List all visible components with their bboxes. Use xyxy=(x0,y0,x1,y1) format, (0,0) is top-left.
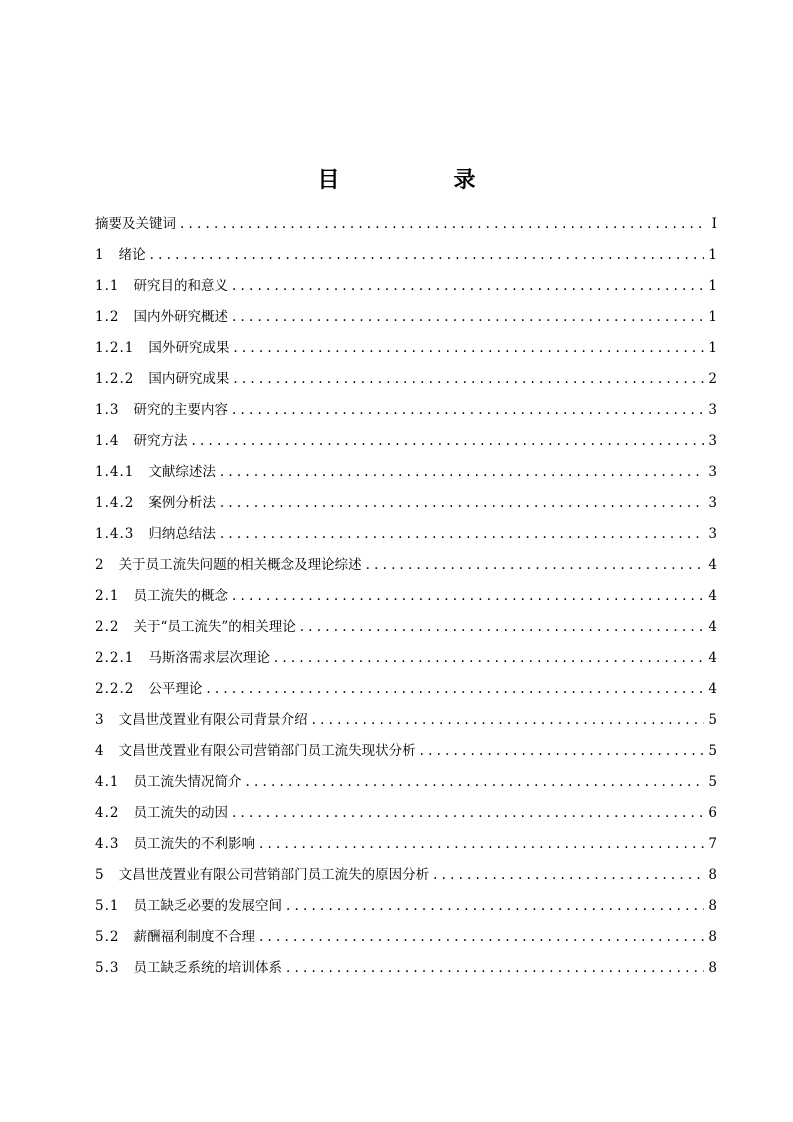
toc-section-number: 1.2 xyxy=(95,309,120,325)
toc-section-title: 员工流失情况简介 xyxy=(133,774,242,790)
toc-section-number: 1.3 xyxy=(95,402,120,418)
toc-entry[interactable] xyxy=(95,643,717,674)
toc-entry[interactable] xyxy=(95,550,717,581)
toc-entry[interactable] xyxy=(95,767,717,798)
toc-section-title: 国内研究成果 xyxy=(148,371,230,387)
toc-entry[interactable] xyxy=(95,426,717,457)
toc-section-title: 摘要及关键词 xyxy=(95,216,176,232)
toc-entry[interactable] xyxy=(95,674,717,705)
toc-section-title: 员工流失的动因 xyxy=(133,805,228,821)
toc-dot-leader xyxy=(233,364,704,395)
toc-page-number: 1 xyxy=(708,278,717,294)
toc-page-number: 8 xyxy=(708,960,717,976)
toc-section-title: 关于“员工流失”的相关理论 xyxy=(133,619,296,635)
toc-page-number: 4 xyxy=(708,619,717,635)
toc-section-title: 案例分析法 xyxy=(148,495,216,511)
toc-entry[interactable] xyxy=(95,798,717,829)
toc-section-number: 5.2 xyxy=(95,929,120,945)
toc-page-number: 3 xyxy=(708,495,717,511)
toc-entry[interactable] xyxy=(95,271,717,302)
toc-section-title: 员工流失的概念 xyxy=(133,588,228,604)
toc-entry[interactable] xyxy=(95,829,717,860)
toc-page-number: 3 xyxy=(708,464,717,480)
toc-page-number: 3 xyxy=(708,402,717,418)
toc-entry[interactable] xyxy=(95,364,717,395)
toc-section-title: 研究的主要内容 xyxy=(133,402,228,418)
toc-dot-leader xyxy=(286,891,704,922)
toc-page-number: 5 xyxy=(708,774,717,790)
toc-section-title: 国内外研究概述 xyxy=(133,309,228,325)
toc-section-title: 马斯洛需求层次理论 xyxy=(148,650,270,666)
toc-section-title: 绪论 xyxy=(118,247,146,263)
toc-dot-leader xyxy=(191,426,704,457)
toc-page-number: 5 xyxy=(708,712,717,728)
toc-dot-leader xyxy=(150,240,705,271)
toc-entry[interactable] xyxy=(95,705,717,736)
toc-dot-leader xyxy=(245,767,704,798)
toc-dot-leader xyxy=(206,674,704,705)
toc-page-number: 4 xyxy=(708,557,717,573)
toc-page-number: 1 xyxy=(708,247,717,263)
toc-dot-leader xyxy=(232,271,704,302)
toc-dot-leader xyxy=(232,395,704,426)
toc-section-title: 国外研究成果 xyxy=(148,340,230,356)
toc-dot-leader xyxy=(220,488,705,519)
table-of-contents xyxy=(95,209,717,984)
toc-dot-leader xyxy=(312,705,705,736)
toc-entry[interactable] xyxy=(95,581,717,612)
toc-dot-leader xyxy=(420,736,705,767)
toc-section-number: 1.2.2 xyxy=(95,371,135,387)
toc-dot-leader xyxy=(274,643,705,674)
toc-page-number: 8 xyxy=(708,898,717,914)
toc-page-number: 7 xyxy=(708,836,717,852)
toc-page-number: 1 xyxy=(708,309,717,325)
toc-section-number: 4 xyxy=(95,743,105,759)
toc-section-number: 2.2 xyxy=(95,619,120,635)
toc-section-title: 研究目的和意义 xyxy=(133,278,228,294)
toc-section-title: 员工缺乏系统的培训体系 xyxy=(133,960,282,976)
toc-dot-leader xyxy=(366,550,705,581)
toc-section-number: 1.4 xyxy=(95,433,120,449)
toc-dot-leader xyxy=(259,922,704,953)
toc-dot-leader xyxy=(232,581,704,612)
page-title: 目 录 xyxy=(317,167,522,193)
toc-entry[interactable] xyxy=(95,891,717,922)
toc-page-number: 6 xyxy=(708,805,717,821)
toc-page-number: 4 xyxy=(708,650,717,666)
toc-entry[interactable] xyxy=(95,302,717,333)
toc-section-number: 1 xyxy=(95,247,105,263)
toc-page-number: I xyxy=(711,216,717,232)
toc-section-title: 公平理论 xyxy=(148,681,203,697)
toc-dot-leader xyxy=(259,829,704,860)
toc-section-number: 1.4.1 xyxy=(95,464,135,480)
toc-entry[interactable] xyxy=(95,488,717,519)
toc-section-number: 5 xyxy=(95,867,105,883)
toc-dot-leader xyxy=(232,302,704,333)
toc-page-number: 4 xyxy=(708,681,717,697)
toc-dot-leader xyxy=(233,333,704,364)
toc-section-title: 关于员工流失问题的相关概念及理论综述 xyxy=(118,557,362,573)
toc-entry[interactable] xyxy=(95,457,717,488)
toc-section-number: 5.3 xyxy=(95,960,120,976)
toc-page-number: 8 xyxy=(708,929,717,945)
toc-page-number: 5 xyxy=(708,743,717,759)
toc-entry[interactable] xyxy=(95,333,717,364)
toc-dot-leader xyxy=(286,953,704,984)
toc-dot-leader xyxy=(300,612,705,643)
toc-entry[interactable] xyxy=(95,953,717,984)
toc-entry[interactable] xyxy=(95,519,717,550)
toc-section-title: 归纳总结法 xyxy=(148,526,216,542)
toc-page-number: 3 xyxy=(708,433,717,449)
toc-section-title: 文昌世茂置业有限公司营销部门员工流失现状分析 xyxy=(118,743,416,759)
toc-dot-leader xyxy=(220,519,705,550)
toc-section-number: 2.2.2 xyxy=(95,681,135,697)
toc-section-number: 2.1 xyxy=(95,588,120,604)
toc-section-number: 4.2 xyxy=(95,805,120,821)
toc-section-number: 1.2.1 xyxy=(95,340,135,356)
toc-entry[interactable] xyxy=(95,860,717,891)
toc-dot-leader xyxy=(232,798,704,829)
toc-page-number: 2 xyxy=(708,371,717,387)
toc-entry[interactable] xyxy=(95,395,717,426)
toc-entry[interactable] xyxy=(95,612,717,643)
toc-page-number: 8 xyxy=(708,867,717,883)
toc-section-number: 2 xyxy=(95,557,105,573)
toc-section-number: 1.1 xyxy=(95,278,120,294)
toc-section-number: 4.1 xyxy=(95,774,120,790)
toc-section-title: 研究方法 xyxy=(133,433,188,449)
toc-section-title: 文昌世茂置业有限公司营销部门员工流失的原因分析 xyxy=(118,867,430,883)
toc-dot-leader xyxy=(433,860,704,891)
toc-section-title: 员工缺乏必要的发展空间 xyxy=(133,898,282,914)
toc-section-number: 4.3 xyxy=(95,836,120,852)
toc-page-number: 1 xyxy=(708,340,717,356)
toc-section-title: 文昌世茂置业有限公司背景介绍 xyxy=(118,712,308,728)
toc-entry[interactable] xyxy=(95,922,717,953)
toc-page-number: 4 xyxy=(708,588,717,604)
toc-entry[interactable] xyxy=(95,736,717,767)
toc-section-number: 1.4.2 xyxy=(95,495,135,511)
toc-page-number: 3 xyxy=(708,526,717,542)
toc-section-title: 薪酬福利制度不合理 xyxy=(133,929,255,945)
toc-dot-leader xyxy=(220,457,705,488)
toc-section-number: 2.2.1 xyxy=(95,650,135,666)
toc-entry[interactable] xyxy=(95,240,717,271)
toc-section-number: 3 xyxy=(95,712,105,728)
toc-section-number: 5.1 xyxy=(95,898,120,914)
toc-section-title: 文献综述法 xyxy=(148,464,216,480)
toc-dot-leader xyxy=(180,209,705,240)
toc-section-title: 员工流失的不利影响 xyxy=(133,836,255,852)
toc-entry[interactable] xyxy=(95,209,717,240)
toc-section-number: 1.4.3 xyxy=(95,526,135,542)
